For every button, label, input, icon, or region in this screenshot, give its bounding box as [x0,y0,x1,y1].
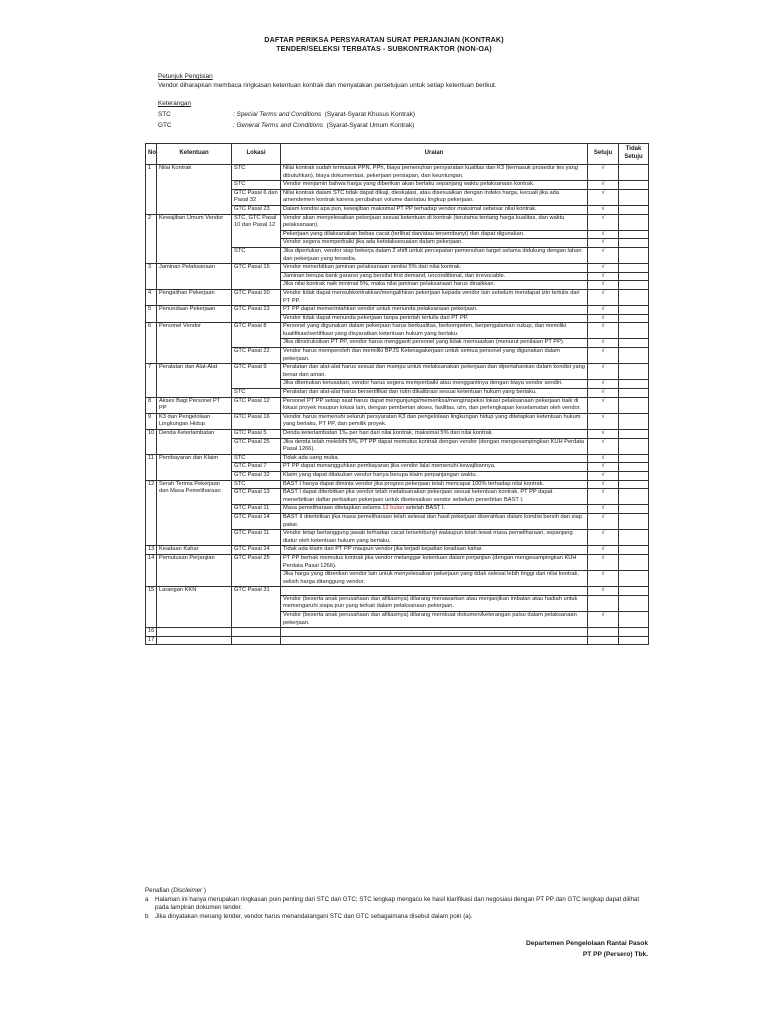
cell-uraian: Klaim yang dapat dilakukan vendor hanya berupa klaim perpanjangan waktu. [281,471,588,480]
cell-uraian: PT PP dapat memerintahkan vendor untuk menunda pelaksanaan pekerjaan. [281,306,588,315]
cell-setuju-checkbox: √ [588,430,619,439]
cell-uraian: PT PP dapat menangguhkan pembayaran jika vendor lalai memenuhi kewajibannya. [281,463,588,472]
cell-ketentuan: Personel Vendor [157,323,232,364]
cell-lokasi: STC [232,389,281,398]
cell-setuju-checkbox: √ [588,239,619,248]
cell-no: 16 [146,628,157,637]
table-row [146,289,649,305]
cell-lokasi: GTC Pasal 20 [232,289,281,305]
table-row [146,587,649,596]
table-row [146,165,649,181]
cell-lokasi: GTC Pasal 5 [232,430,281,439]
document-title-line1: DAFTAR PERIKSA PERSYARATAN SURAT PERJANJIAN (KONTRAK) [264,35,504,44]
cell-ketentuan: Peralatan dan Alat-Alat [157,364,232,397]
cell-ketentuan: Nilai Kontrak [157,165,232,215]
cell-lokasi: GTC Pasal 15 [232,264,281,290]
cell-no: 13 [146,546,157,555]
cell-uraian: Dalam kondisi apa pun, kewajiban maksimal PT PP terhadap vendor maksimal sebesar nilai kontrak. [281,205,588,214]
cell-uraian: Vendor (beserta anak perusahaan dan afiliasinya) dilarang membuat dokumen/keterangan palsu dalam pelaksanaan pekerjaan. [281,612,588,628]
cell-ketentuan: Denda Keterlambatan [157,430,232,455]
cell-setuju-checkbox: √ [588,306,619,315]
header-tidak-setuju: Tidak Setuju [619,144,649,165]
cell-uraian: BAST I hanya dapat diminta vendor jika progres pekerjaan telah mencapai 100% terhadap nilai kontrak. [281,480,588,489]
cell-setuju-checkbox [588,628,619,637]
cell-tidak-setuju-checkbox [619,306,649,315]
cell-lokasi: GTC Pasal 12 [232,397,281,413]
cell-setuju-checkbox: √ [588,612,619,628]
cell-lokasi: GTC Pasal 9 [232,364,281,389]
cell-tidak-setuju-checkbox [619,636,649,645]
cell-setuju-checkbox [588,595,619,611]
cell-uraian: PT PP berhak memutus kontrak jika vendor melanggar ketentuan dalam perjanjian (dengan mengesampingkan KUH Perdata Pasal 1266). [281,554,588,570]
table-row [146,480,649,489]
cell-lokasi: GTC Pasal 6 dan Pasal 32 [232,189,281,205]
disclaimer-item-b [145,913,645,922]
table-row [146,430,649,439]
cell-lokasi: GTC Pasal 23 [232,205,281,214]
cell-tidak-setuju-checkbox [619,546,649,555]
cell-tidak-setuju-checkbox [619,364,649,380]
cell-uraian: Jika diperlukan, vendor siap bekerja dalam 2 shift untuk percepatan pemenuhan target selama didukung dengan lahan dan pekerjaan yang tersedia. [281,247,588,263]
cell-ketentuan: Pengalihan Pekerjaan [157,289,232,305]
cell-uraian: Jaminan berupa bank garansi yang bersifat first demand, unconditional, dan irrevocable. [281,272,588,281]
table-row [146,264,649,273]
cell-tidak-setuju-checkbox [619,571,649,587]
table-row [146,214,649,230]
cell-uraian: Masa pemeliharaan ditetapkan selama 12 bulan setelah BAST I. [281,505,588,514]
cell-uraian: Peralatan dan alat-alat harus bersertifikat dan rutin dikalibrasi sesuai ketentuan hukum yang berlaku. [281,389,588,398]
cell-uraian: Jika denda telah melebihi 5%, PT PP dapat memutus kontrak dengan vendor (dengan mengesampingkan KUH Perdata Pasal 1266). [281,438,588,454]
cell-tidak-setuju-checkbox [619,247,649,263]
cell-setuju-checkbox: √ [588,281,619,290]
cell-no: 4 [146,289,157,305]
cell-setuju-checkbox: √ [588,397,619,413]
header-lokasi: Lokasi [232,144,281,165]
cell-tidak-setuju-checkbox [619,189,649,205]
cell-setuju-checkbox: √ [588,289,619,305]
table-row [146,454,649,463]
cell-uraian: BAST II diterbitkan jika masa pemeliharaan telah selesai dan hasil pekerjaan diserahkan dalam kondisi bersih dan siap pakai. [281,513,588,529]
cell-ketentuan: Penundaan Pekerjaan [157,306,232,323]
cell-setuju-checkbox: √ [588,454,619,463]
keterangan-key-gtc: GTC [158,122,172,129]
cell-ketentuan: Larangan KKN [157,587,232,628]
cell-tidak-setuju-checkbox [619,323,649,339]
cell-no: 5 [146,306,157,323]
cell-no: 6 [146,323,157,364]
cell-uraian: Vendor akan menyelesaikan pekerjaan sesuai ketentuan di kontrak (terutama tentang harga kualitas, dan waktu pelaksanaan). [281,214,588,230]
cell-setuju-checkbox: √ [588,380,619,389]
cell-uraian [281,628,588,637]
cell-ketentuan: Pembayaran dan Klaim [157,454,232,480]
cell-lokasi: GTC Pasal 24 [232,546,281,555]
cell-no: 2 [146,214,157,264]
cell-ketentuan [157,628,232,637]
cell-lokasi: GTC Pasal 23 [232,306,281,323]
cell-uraian: Vendor tidak dapat mensubkontrakkan/mengalihkan pekerjaan kepada vendor lain sebelum mendapat izin tertulis dari PT PP. [281,289,588,305]
cell-tidak-setuju-checkbox [619,348,649,364]
cell-no: 10 [146,430,157,455]
disclaimer [145,887,645,921]
cell-no: 7 [146,364,157,397]
cell-ketentuan: Serah Terima Pekerjaan dan Masa Pemeliharaan [157,480,232,546]
cell-setuju-checkbox: √ [588,489,619,505]
cell-uraian: Peralatan dan alat-alat harus sesuai dan mampu untuk melaksanakan pekerjaan dan dipertahankan dalam kondisi yang benar dan aman. [281,364,588,380]
cell-lokasi: GTC Pasal 11 [232,530,281,546]
cell-tidak-setuju-checkbox [619,595,649,611]
cell-tidak-setuju-checkbox [619,165,649,181]
cell-uraian: Pekerjaan yang dilaksanakan bebas cacat (terlihat dan/atau tersembunyi) dan dapat digunakan. [281,230,588,239]
cell-tidak-setuju-checkbox [619,214,649,230]
cell-lokasi: GTC Pasal 25 [232,438,281,454]
keterangan-heading: Keterangan [158,100,192,107]
cell-setuju-checkbox: √ [588,413,619,429]
cell-lokasi: STC [232,480,281,489]
cell-tidak-setuju-checkbox [619,281,649,290]
cell-uraian: Jika diinstruksikan PT PP, vendor harus mengganti personel yang tidak memuaskan (menurut penilaian PT PP). [281,339,588,348]
disclaimer-text: Jika dinyatakan menang tender, vendor harus menandatangani STC dan GTC sebagaimana disebut dalam poin (a). [155,912,473,920]
cell-tidak-setuju-checkbox [619,471,649,480]
cell-setuju-checkbox [588,636,619,645]
table-header-row [146,144,649,165]
table-row [146,306,649,315]
cell-setuju-checkbox: √ [588,471,619,480]
cell-setuju-checkbox: √ [588,314,619,323]
cell-lokasi: GTC Pasal 32 [232,471,281,480]
cell-ketentuan: Keadaan Kahar [157,546,232,555]
cell-tidak-setuju-checkbox [619,513,649,529]
cell-lokasi: STC [232,181,281,190]
cell-tidak-setuju-checkbox [619,454,649,463]
cell-ketentuan: Akses Bagi Personel PT PP [157,397,232,413]
table-row [146,628,649,637]
petunjuk-heading: Petunjuk Pengisian [158,73,213,80]
cell-uraian [281,636,588,645]
cell-tidak-setuju-checkbox [619,413,649,429]
cell-setuju-checkbox: √ [588,438,619,454]
table-row [146,554,649,570]
cell-setuju-checkbox: √ [588,571,619,587]
table-row [146,397,649,413]
cell-tidak-setuju-checkbox [619,272,649,281]
cell-tidak-setuju-checkbox [619,587,649,596]
header-ketentuan: Ketentuan [157,144,232,165]
cell-setuju-checkbox: √ [588,189,619,205]
cell-setuju-checkbox: √ [588,530,619,546]
cell-uraian: Personel yang digunakan dalam pekerjaan harus berkualitas, berkompeten, berpengalaman cukup, dan memiliki kualifikasi/sertifikasi yang disyaratkan ketentuan hukum yang berlaku. [281,323,588,339]
cell-setuju-checkbox: √ [588,323,619,339]
highlighted-duration: 12 bulan [382,505,405,512]
cell-uraian [281,587,588,596]
cell-tidak-setuju-checkbox [619,289,649,305]
cell-no: 3 [146,264,157,290]
cell-setuju-checkbox: √ [588,348,619,364]
cell-lokasi: GTC Pasal 14 [232,513,281,529]
cell-ketentuan [157,636,232,645]
cell-tidak-setuju-checkbox [619,389,649,398]
cell-setuju-checkbox: √ [588,214,619,230]
cell-lokasi [232,636,281,645]
cell-setuju-checkbox: √ [588,272,619,281]
cell-tidak-setuju-checkbox [619,554,649,570]
cell-uraian: Nilai kontrak sudah termasuk PPN, PPh, biaya pemenuhan persyaratan kualitas dan K3 (termasuk prosedur tes yang dibutuhkan), biaya dokumentasi, pekerjaan persiapan, dan keuntungan. [281,165,588,181]
cell-setuju-checkbox: √ [588,587,619,596]
cell-uraian: Vendor menerbitkan jaminan pelaksanaan senilai 5% dari nilai kontrak. [281,264,588,273]
checklist-table [145,143,649,645]
cell-uraian: Jika ditemukan kerusakan, vendor harus segera memperbaiki atau menggantinya dengan biaya vendor sendiri. [281,380,588,389]
cell-ketentuan: Pemutusan Perjanjian [157,554,232,586]
cell-no: 14 [146,554,157,586]
cell-setuju-checkbox: √ [588,364,619,380]
table-row [146,323,649,339]
cell-ketentuan: K3 dan Pengelolaan Lingkungan Hidup [157,413,232,429]
cell-uraian: Vendor menjamin bahwa harga yang diberikan akan berlaku sepanjang waktu pelaksanaan kontrak. [281,181,588,190]
petunjuk-text: Vendor diharapkan membaca ringkasan ketentuan kontrak dan menyatakan persetujuan untuk setiap ketentuan berikut. [158,82,497,89]
cell-tidak-setuju-checkbox [619,530,649,546]
cell-setuju-checkbox: √ [588,554,619,570]
cell-lokasi: GTC Pasal 31 [232,587,281,628]
cell-setuju-checkbox: √ [588,181,619,190]
cell-uraian: Vendor segera memperbaiki jika ada ketidaksesuaian dalam pekerjaan. [281,239,588,248]
cell-tidak-setuju-checkbox [619,505,649,514]
cell-lokasi: GTC Pasal 8 [232,323,281,348]
cell-setuju-checkbox: √ [588,205,619,214]
cell-lokasi [232,628,281,637]
cell-no: 8 [146,397,157,413]
cell-setuju-checkbox: √ [588,264,619,273]
signature-company: PT PP (Persero) Tbk. [582,951,648,958]
cell-tidak-setuju-checkbox [619,480,649,489]
keterangan-value-gtc: : General Terms and Conditions (Syarat-Syarat Umum Kontrak) [233,122,415,129]
table-row [146,636,649,645]
cell-tidak-setuju-checkbox [619,230,649,239]
cell-lokasi: STC, GTC Pasal 10 dan Pasal 12 [232,214,281,247]
cell-uraian: Vendor harus memperoleh dan memiliki BPJS Ketenagakerjaan untuk semua personel yang digunakan dalam pekerjaan. [281,348,588,364]
table-body [146,165,649,645]
cell-setuju-checkbox: √ [588,546,619,555]
disclaimer-letter: b [145,912,149,920]
disclaimer-heading: Penafian (Discleimer ) [145,887,206,894]
keterangan-value-stc: : Special Terms and Conditions (Syarat-Syarat Khusus Kontrak) [233,111,415,118]
cell-setuju-checkbox: √ [588,247,619,263]
cell-lokasi: GTC Pasal 16 [232,413,281,429]
cell-setuju-checkbox: √ [588,230,619,239]
cell-lokasi: STC [232,165,281,181]
cell-lokasi: STC [232,454,281,463]
keterangan-key-stc: STC [158,111,171,118]
cell-uraian: Denda keterlambatan 1‰ per hari dari nilai kontrak, maksimal 5% dari nilai kontrak. [281,430,588,439]
cell-lokasi: GTC Pasal 25 [232,554,281,586]
cell-tidak-setuju-checkbox [619,181,649,190]
cell-uraian: Vendor harus memenuhi seluruh persyaratan K3 dan pengelolaan lingkungan hidup yang ditetapkan ketentuan hukum yang berlaku, PT PP, dan pemilik proyek. [281,413,588,429]
table-row [146,546,649,555]
cell-setuju-checkbox: √ [588,480,619,489]
cell-setuju-checkbox: √ [588,339,619,348]
signature-department: Departemen Pengelolaan Rantai Pasok [525,940,648,947]
cell-lokasi: GTC Pasal 7 [232,463,281,472]
cell-ketentuan: Kewajiban Umum Vendor [157,214,232,264]
cell-setuju-checkbox: √ [588,463,619,472]
cell-uraian: Jika nilai kontrak naik minimal 5%, maka nilai jaminan pelaksanaan harus dinaikkan. [281,281,588,290]
table-row [146,364,649,380]
cell-tidak-setuju-checkbox [619,489,649,505]
cell-no: 15 [146,587,157,628]
header-uraian: Uraian [281,144,588,165]
cell-lokasi: GTC Pasal 22 [232,348,281,364]
cell-no: 17 [146,636,157,645]
cell-uraian: BAST I dapat diterbitkan jika vendor telah melaksanakan pekerjaan sesuai ketentuan kontrak. PT PP dapat menerbitkan daftar perbaikan pekerjaan untuk diselesaikan vendor sebelum penerbitan BAST I. [281,489,588,505]
cell-uraian: Personel PT PP setiap saat harus dapat mengunjungi/memeriksa/menginspeksi lokasi pelaksanaan pekerjaan baik di lokasi proyek maupun lokasi lain, dengan pemberian akses, fasilitas, izin, dan perlengkapan keselamatan oleh vendor. [281,397,588,413]
cell-no: 12 [146,480,157,546]
cell-tidak-setuju-checkbox [619,205,649,214]
cell-setuju-checkbox: √ [588,389,619,398]
cell-ketentuan: Jaminan Pelaksanaan [157,264,232,290]
cell-uraian: Vendor (beserta anak perusahaan dan afiliasinya) dilarang menawarkan atau menjanjikan imbalan atau hadiah untuk memengaruhi siapa pun yang terkait dalam pelaksanaan pekerjaan. [281,595,588,611]
cell-uraian: Vendor tetap bertanggung jawab terhadap cacat tersembunyi walaupun telah lewat masa pemeliharaan, sepanjang diatur oleh ketentuan hukum yang berlaku. [281,530,588,546]
cell-tidak-setuju-checkbox [619,264,649,273]
table-row [146,413,649,429]
header-setuju: Setuju [588,144,619,165]
cell-setuju-checkbox: √ [588,513,619,529]
cell-no: 1 [146,165,157,215]
cell-tidak-setuju-checkbox [619,339,649,348]
cell-setuju-checkbox: √ [588,505,619,514]
cell-uraian: Jika harga yang diberikan vendor lain untuk menyelesaikan pekerjaan yang tidak selesai lebih tinggi dari nilai kontrak, selisih harga ditanggung vendor. [281,571,588,587]
cell-tidak-setuju-checkbox [619,239,649,248]
cell-lokasi: GTC Pasal 13 [232,489,281,505]
cell-tidak-setuju-checkbox [619,628,649,637]
cell-setuju-checkbox: √ [588,165,619,181]
cell-uraian: Nilai kontrak dalam STC tidak dapat dikaji, dieskalasi, atau disesuaikan dengan indeks harga, kecuali jika ada amendemen kontrak karena perubahan volume dan/atau lingkup pekerjaan. [281,189,588,205]
disclaimer-item-a [145,896,645,913]
cell-tidak-setuju-checkbox [619,612,649,628]
header-no: No [146,144,157,165]
cell-lokasi: STC [232,247,281,263]
cell-no: 11 [146,454,157,480]
cell-uraian: Tidak ada uang muka. [281,454,588,463]
cell-lokasi: GTC Pasal 11 [232,505,281,514]
cell-tidak-setuju-checkbox [619,438,649,454]
document-title-line2: TENDER/SELEKSI TERBATAS - SUBKONTRAKTOR (NON-OA) [276,44,492,53]
disclaimer-letter: a [145,895,149,903]
cell-tidak-setuju-checkbox [619,463,649,472]
cell-uraian: Tidak ada klaim dari PT PP maupun vendor jika terjadi kejadian keadaan kahar. [281,546,588,555]
cell-uraian: Vendor tidak dapat menunda pekerjaan tanpa perintah tertulis dari PT PP. [281,314,588,323]
disclaimer-text: Halaman ini hanya merupakan ringkasan poin penting dari STC dan GTC; STC lengkap mengacu ke hasil klarifikasi dan negosiasi dengan PT PP dan GTC lengkap dapat dilihat pada lampiran dokumen tender. [155,895,640,912]
cell-tidak-setuju-checkbox [619,314,649,323]
cell-tidak-setuju-checkbox [619,380,649,389]
cell-tidak-setuju-checkbox [619,397,649,413]
cell-no: 9 [146,413,157,429]
cell-tidak-setuju-checkbox [619,430,649,439]
